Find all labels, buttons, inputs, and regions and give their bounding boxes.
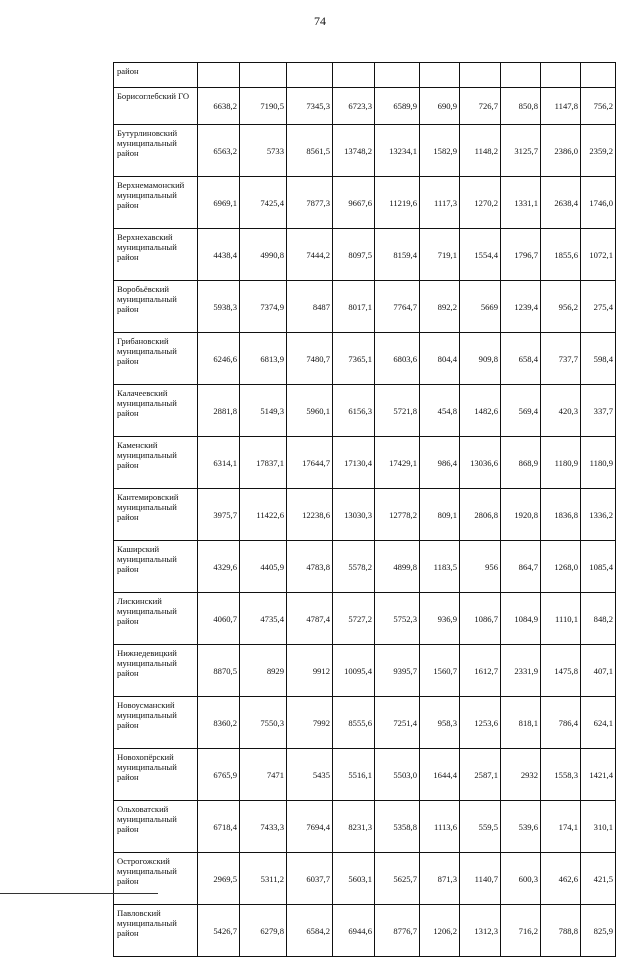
value-cell: 850,8: [501, 88, 541, 125]
value-cell: 1140,7: [460, 853, 501, 905]
value-cell: 1084,9: [501, 593, 541, 645]
table-row: [114, 801, 616, 853]
value-cell: 4060,7: [198, 593, 240, 645]
value-cell: 1270,2: [460, 177, 501, 229]
value-cell: 17130,4: [333, 437, 375, 489]
district-name-cell: Воробьёвский муниципальный район: [114, 281, 198, 333]
value-cell: 5727,2: [333, 593, 375, 645]
district-name-cell: Калачеевский муниципальный район: [114, 385, 198, 437]
value-cell: 1268,0: [541, 541, 581, 593]
value-cell: 7365,1: [333, 333, 375, 385]
value-cell: 6638,2: [198, 88, 240, 125]
value-cell: 7694,4: [287, 801, 333, 853]
table-row: [114, 125, 616, 177]
value-cell: 1612,7: [460, 645, 501, 697]
value-cell: 6279,8: [240, 905, 287, 957]
district-name-cell: Нижнедевицкий муниципальный район: [114, 645, 198, 697]
value-cell: 5435: [287, 749, 333, 801]
value-cell: 804,4: [420, 333, 460, 385]
value-cell: 13234,1: [375, 125, 420, 177]
value-cell: 4787,4: [287, 593, 333, 645]
value-cell: 6589,9: [375, 88, 420, 125]
value-cell: 8360,2: [198, 697, 240, 749]
value-cell: 4735,4: [240, 593, 287, 645]
value-cell: 7550,3: [240, 697, 287, 749]
value-cell: 7190,5: [240, 88, 287, 125]
value-cell: 5603,1: [333, 853, 375, 905]
table-row: [114, 905, 616, 957]
value-cell: 8870,5: [198, 645, 240, 697]
value-cell: 462,6: [541, 853, 581, 905]
district-name-cell: Новоусманский муниципальный район: [114, 697, 198, 749]
value-cell: 8097,5: [333, 229, 375, 281]
value-cell: 5311,2: [240, 853, 287, 905]
value-cell: 5503,0: [375, 749, 420, 801]
table-row: [114, 281, 616, 333]
value-cell: 1554,4: [460, 229, 501, 281]
table-row: [114, 333, 616, 385]
value-cell: 1312,3: [460, 905, 501, 957]
value-cell: 7444,2: [287, 229, 333, 281]
value-cell: 5960,1: [287, 385, 333, 437]
value-cell: 10095,4: [333, 645, 375, 697]
table-row: [114, 645, 616, 697]
value-cell: 17644,7: [287, 437, 333, 489]
value-cell: 936,9: [420, 593, 460, 645]
value-cell: 6156,3: [333, 385, 375, 437]
value-cell: 2359,2: [581, 125, 616, 177]
statistics-table: [113, 62, 616, 957]
value-cell: 6563,2: [198, 125, 240, 177]
value-cell: 1086,7: [460, 593, 501, 645]
value-cell: 7345,3: [287, 88, 333, 125]
value-cell: 8159,4: [375, 229, 420, 281]
value-cell: 1253,6: [460, 697, 501, 749]
value-cell: 658,4: [501, 333, 541, 385]
value-cell: 1336,2: [581, 489, 616, 541]
value-cell: 3975,7: [198, 489, 240, 541]
value-cell: 809,1: [420, 489, 460, 541]
value-cell: 12778,2: [375, 489, 420, 541]
value-cell: 726,7: [460, 88, 501, 125]
value-cell: 818,1: [501, 697, 541, 749]
value-cell: 7480,7: [287, 333, 333, 385]
value-cell: 825,9: [581, 905, 616, 957]
value-cell: 956,2: [541, 281, 581, 333]
value-cell: 11422,6: [240, 489, 287, 541]
value-cell: 7471: [240, 749, 287, 801]
district-name-cell: Каширский муниципальный район: [114, 541, 198, 593]
table-row: [114, 489, 616, 541]
value-cell: 7764,7: [375, 281, 420, 333]
value-cell: 1085,4: [581, 541, 616, 593]
value-cell: 788,8: [541, 905, 581, 957]
value-cell: 5426,7: [198, 905, 240, 957]
value-cell: 3125,7: [501, 125, 541, 177]
value-cell: 17429,1: [375, 437, 420, 489]
value-cell: 1475,8: [541, 645, 581, 697]
value-cell: 454,8: [420, 385, 460, 437]
value-cell: 4990,8: [240, 229, 287, 281]
value-cell: 5752,3: [375, 593, 420, 645]
table-row: [114, 541, 616, 593]
value-cell: 4783,8: [287, 541, 333, 593]
value-cell: 756,2: [581, 88, 616, 125]
value-cell: 6718,4: [198, 801, 240, 853]
value-cell: 9667,6: [333, 177, 375, 229]
value-cell: 337,7: [581, 385, 616, 437]
header-fragment-cell: район: [114, 63, 198, 88]
value-cell: 1482,6: [460, 385, 501, 437]
value-cell: 6803,6: [375, 333, 420, 385]
page-number: 74: [314, 14, 326, 28]
value-cell: 12238,6: [287, 489, 333, 541]
value-cell: 13030,3: [333, 489, 375, 541]
value-cell: 7251,4: [375, 697, 420, 749]
value-cell: 421,5: [581, 853, 616, 905]
value-cell: 1558,3: [541, 749, 581, 801]
value-cell: 13036,6: [460, 437, 501, 489]
value-cell: 7433,3: [240, 801, 287, 853]
table-row: [114, 385, 616, 437]
value-cell: 909,8: [460, 333, 501, 385]
value-cell: 4405,9: [240, 541, 287, 593]
value-cell: 4438,4: [198, 229, 240, 281]
value-cell: 737,7: [541, 333, 581, 385]
value-cell: 13748,2: [333, 125, 375, 177]
value-cell: 6314,1: [198, 437, 240, 489]
value-cell: 6969,1: [198, 177, 240, 229]
value-cell: 5733: [240, 125, 287, 177]
value-cell: 719,1: [420, 229, 460, 281]
value-cell: 1113,6: [420, 801, 460, 853]
table-row: [114, 697, 616, 749]
value-cell: 1920,8: [501, 489, 541, 541]
district-name-cell: Кантемировский муниципальный район: [114, 489, 198, 541]
value-cell: 1147,8: [541, 88, 581, 125]
district-name-cell: Верхнемамонский муниципальный район: [114, 177, 198, 229]
district-name-cell: Новохопёрский муниципальный район: [114, 749, 198, 801]
value-cell: 871,3: [420, 853, 460, 905]
value-cell: 2932: [501, 749, 541, 801]
value-cell: 6723,3: [333, 88, 375, 125]
value-cell: 716,2: [501, 905, 541, 957]
district-name-cell: Каменский муниципальный район: [114, 437, 198, 489]
value-cell: 1180,9: [581, 437, 616, 489]
value-cell: 1582,9: [420, 125, 460, 177]
value-cell: 5721,8: [375, 385, 420, 437]
value-cell: 6944,6: [333, 905, 375, 957]
value-cell: 2386,0: [541, 125, 581, 177]
value-cell: 6246,6: [198, 333, 240, 385]
value-cell: 1421,4: [581, 749, 616, 801]
value-cell: 5578,2: [333, 541, 375, 593]
district-name-cell: Борисоглебский ГО: [114, 88, 198, 125]
value-cell: 9912: [287, 645, 333, 697]
value-cell: 5669: [460, 281, 501, 333]
value-cell: 17837,1: [240, 437, 287, 489]
value-cell: 1183,5: [420, 541, 460, 593]
table-row: [114, 229, 616, 281]
value-cell: 690,9: [420, 88, 460, 125]
value-cell: 9395,7: [375, 645, 420, 697]
value-cell: 892,2: [420, 281, 460, 333]
value-cell: 868,9: [501, 437, 541, 489]
value-cell: 6037,7: [287, 853, 333, 905]
value-cell: 2638,4: [541, 177, 581, 229]
value-cell: 6765,9: [198, 749, 240, 801]
value-cell: 8929: [240, 645, 287, 697]
value-cell: 986,4: [420, 437, 460, 489]
value-cell: 539,6: [501, 801, 541, 853]
value-cell: 598,4: [581, 333, 616, 385]
value-cell: 569,4: [501, 385, 541, 437]
value-cell: 5938,3: [198, 281, 240, 333]
value-cell: 2331,9: [501, 645, 541, 697]
value-cell: 4329,6: [198, 541, 240, 593]
value-cell: 624,1: [581, 697, 616, 749]
district-name-cell: Лискинский муниципальный район: [114, 593, 198, 645]
value-cell: 1746,0: [581, 177, 616, 229]
table-row: [114, 88, 616, 125]
value-cell: 1239,4: [501, 281, 541, 333]
value-cell: 1560,7: [420, 645, 460, 697]
value-cell: 5149,3: [240, 385, 287, 437]
table-header-row: [114, 63, 616, 88]
value-cell: 2881,8: [198, 385, 240, 437]
value-cell: 420,3: [541, 385, 581, 437]
value-cell: 1855,6: [541, 229, 581, 281]
value-cell: 2806,8: [460, 489, 501, 541]
value-cell: 1117,3: [420, 177, 460, 229]
value-cell: 8487: [287, 281, 333, 333]
district-name-cell: Бутурлиновский муниципальный район: [114, 125, 198, 177]
value-cell: 8561,5: [287, 125, 333, 177]
footnote-separator: [0, 893, 158, 894]
district-name-cell: Верхнехавский муниципальный район: [114, 229, 198, 281]
value-cell: 275,4: [581, 281, 616, 333]
value-cell: 1206,2: [420, 905, 460, 957]
value-cell: 6813,9: [240, 333, 287, 385]
value-cell: 6584,2: [287, 905, 333, 957]
table-row: [114, 437, 616, 489]
value-cell: 600,3: [501, 853, 541, 905]
value-cell: 1072,1: [581, 229, 616, 281]
value-cell: 1796,7: [501, 229, 541, 281]
value-cell: 1180,9: [541, 437, 581, 489]
value-cell: 11219,6: [375, 177, 420, 229]
value-cell: 2969,5: [198, 853, 240, 905]
table-row: [114, 177, 616, 229]
district-name-cell: Ольховатский муниципальный район: [114, 801, 198, 853]
value-cell: 8017,1: [333, 281, 375, 333]
value-cell: 8776,7: [375, 905, 420, 957]
value-cell: 864,7: [501, 541, 541, 593]
value-cell: 1836,8: [541, 489, 581, 541]
value-cell: 4899,8: [375, 541, 420, 593]
value-cell: 407,1: [581, 645, 616, 697]
table-row: [114, 853, 616, 905]
value-cell: 848,2: [581, 593, 616, 645]
value-cell: 7877,3: [287, 177, 333, 229]
value-cell: 786,4: [541, 697, 581, 749]
district-name-cell: Грибановский муниципальный район: [114, 333, 198, 385]
value-cell: 1148,2: [460, 125, 501, 177]
value-cell: 1331,1: [501, 177, 541, 229]
value-cell: 8231,3: [333, 801, 375, 853]
value-cell: 958,3: [420, 697, 460, 749]
value-cell: 5625,7: [375, 853, 420, 905]
value-cell: 310,1: [581, 801, 616, 853]
district-name-cell: Острогожский муниципальный район: [114, 853, 198, 905]
value-cell: 559,5: [460, 801, 501, 853]
value-cell: 1110,1: [541, 593, 581, 645]
value-cell: 1644,4: [420, 749, 460, 801]
value-cell: 5516,1: [333, 749, 375, 801]
value-cell: 174,1: [541, 801, 581, 853]
value-cell: 7992: [287, 697, 333, 749]
value-cell: 5358,8: [375, 801, 420, 853]
value-cell: 7374,9: [240, 281, 287, 333]
table-row: [114, 749, 616, 801]
table-row: [114, 593, 616, 645]
value-cell: 8555,6: [333, 697, 375, 749]
value-cell: 7425,4: [240, 177, 287, 229]
value-cell: 2587,1: [460, 749, 501, 801]
value-cell: 956: [460, 541, 501, 593]
district-name-cell: Павловский муниципальный район: [114, 905, 198, 957]
